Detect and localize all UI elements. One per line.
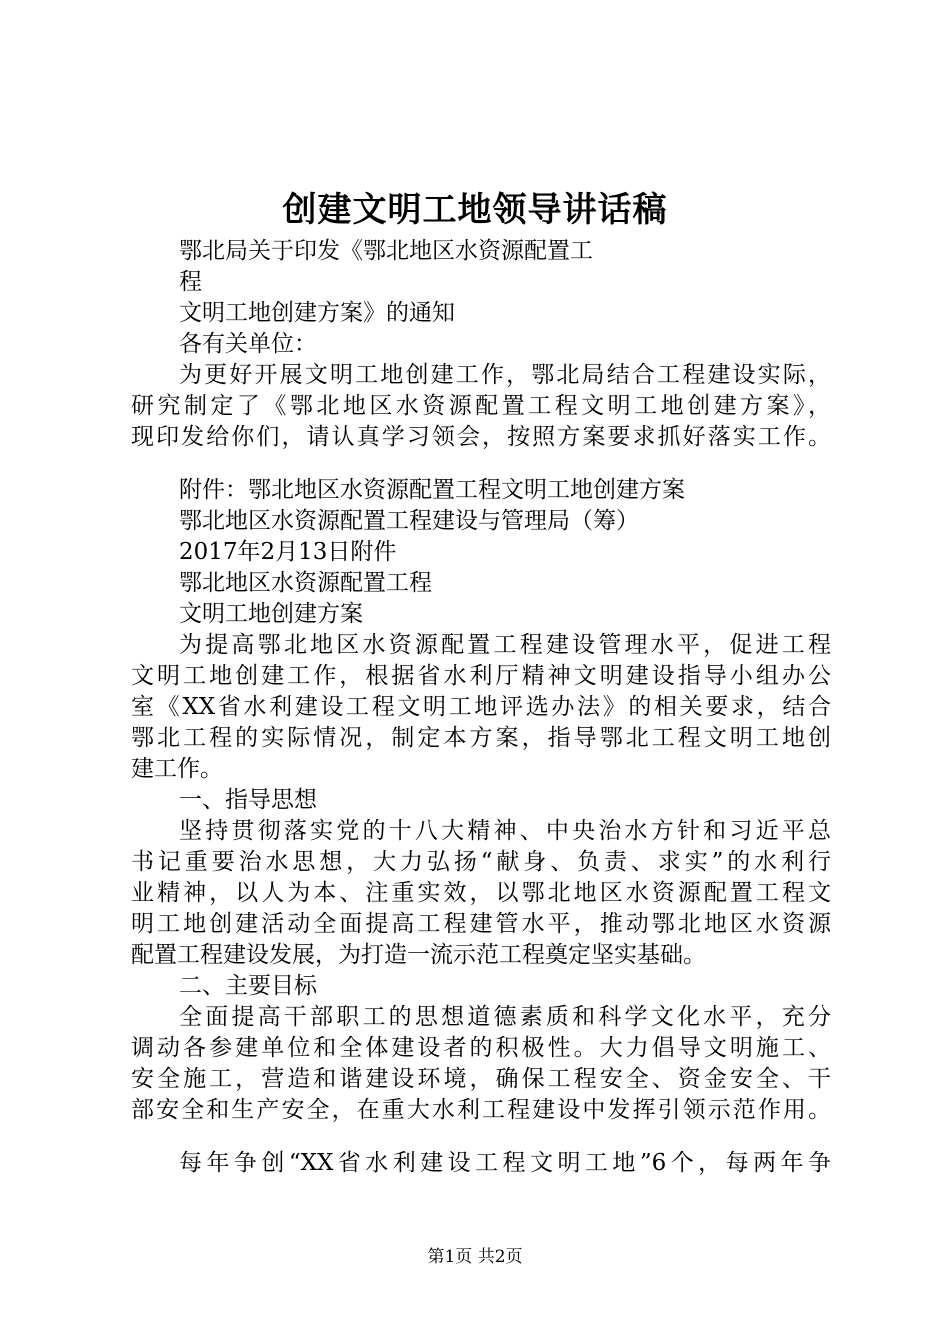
issuer-line: 鄂北地区水资源配置工程建设与管理局（筹） <box>179 508 639 534</box>
section-heading: 一、指导思想 <box>179 787 317 813</box>
date-line: 2017年2月13日附件 <box>179 539 397 565</box>
paragraph-line: 坚持贯彻落实党的十八大精神、中央治水方针和习近平总 <box>179 818 831 844</box>
attachment-title-line: 文明工地创建方案 <box>179 601 363 627</box>
paragraph-line: 文明工地创建工作，根据省水利厅精神文明建设指导小组办公 <box>131 663 831 689</box>
paragraph-line: 明工地创建活动全面提高工程建管水平，推动鄂北地区水资源 <box>131 911 831 937</box>
salutation: 各有关单位： <box>179 331 317 357</box>
paragraph-line: 建工作。 <box>131 756 223 782</box>
document-title: 创建文明工地领导讲话稿 <box>282 190 668 230</box>
paragraph-line: 研究制定了《鄂北地区水资源配置工程文明工地创建方案》， <box>131 393 831 419</box>
paragraph-line: 全面提高干部职工的思想道德素质和科学文化水平，充分 <box>179 1004 831 1030</box>
attachment-line: 附件：鄂北地区水资源配置工程文明工地创建方案 <box>179 477 685 503</box>
paragraph-line: 配置工程建设发展，为打造一流示范工程奠定坚实基础。 <box>131 942 706 968</box>
paragraph-line: 为更好开展文明工地创建工作，鄂北局结合工程建设实际， <box>179 362 831 388</box>
paragraph-line: 部安全和生产安全，在重大水利工程建设中发挥引领示范作用。 <box>131 1097 831 1123</box>
paragraph-line: 书记重要治水思想，大力弘扬“献身、负责、求实”的水利行 <box>131 849 831 875</box>
section-heading: 二、主要目标 <box>179 973 317 999</box>
paragraph-line: 室《XX省水利建设工程文明工地评选办法》的相关要求，结合 <box>131 694 831 720</box>
paragraph-line: 鄂北工程的实际情况，制定本方案，指导鄂北工程文明工地创 <box>131 725 831 751</box>
notice-heading-line: 文明工地创建方案》的通知 <box>179 300 455 326</box>
page-footer: 第1页 共2页 <box>427 1247 523 1267</box>
paragraph-line: 现印发给你们，请认真学习领会，按照方案要求抓好落实工作。 <box>131 424 831 450</box>
paragraph-line: 安全施工，营造和谐建设环境，确保工程安全、资金安全、干 <box>131 1066 831 1092</box>
attachment-title-line: 鄂北地区水资源配置工程 <box>179 570 432 596</box>
paragraph-line: 为提高鄂北地区水资源配置工程建设管理水平，促进工程 <box>179 632 831 658</box>
paragraph-line: 调动各参建单位和全体建设者的积极性。大力倡导文明施工、 <box>131 1035 831 1061</box>
notice-heading-line: 程 <box>179 269 202 295</box>
document-body <box>131 236 831 1179</box>
notice-heading-line: 鄂北局关于印发《鄂北地区水资源配置工 <box>179 238 593 264</box>
paragraph-line: 业精神，以人为本、注重实效，以鄂北地区水资源配置工程文 <box>131 880 831 906</box>
paragraph-line: 每年争创“XX省水利建设工程文明工地”6个，每两年争 <box>179 1150 831 1176</box>
